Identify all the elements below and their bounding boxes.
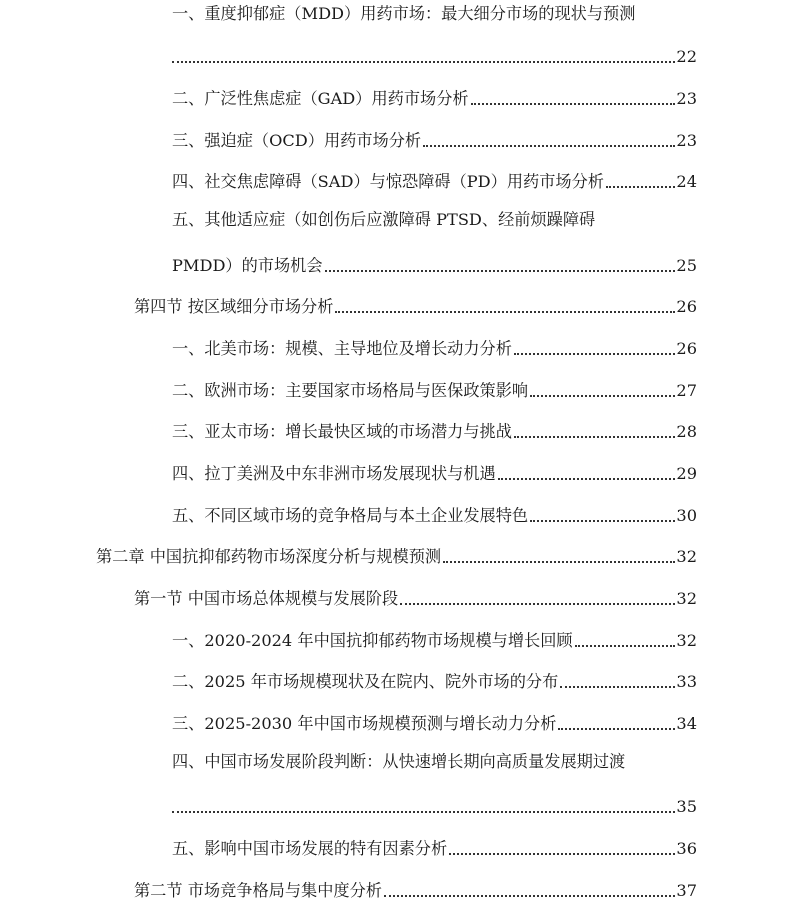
dot-leader [400, 603, 675, 605]
dot-leader [530, 520, 675, 522]
toc-page-number: 29 [676, 464, 697, 483]
toc-entry-title: 三、2025-2030 年中国市场规模预测与增长动力分析 [172, 714, 557, 733]
toc-entry-title[interactable]: 五、其他适应症（如创伤后应激障碍 PTSD、经前烦躁障碍 [172, 210, 596, 229]
dot-leader [172, 811, 675, 813]
toc-page-number: 32 [676, 631, 697, 650]
toc-page-number: 32 [676, 589, 697, 608]
toc-page-number: 37 [676, 881, 697, 900]
toc-section-entry[interactable] [134, 292, 697, 318]
toc-entry-title: 三、强迫症（OCD）用药市场分析 [172, 131, 422, 150]
toc-entry-title: 四、社交焦虑障碍（SAD）与惊恐障碍（PD）用药市场分析 [172, 172, 604, 191]
toc-entry-title: 二、广泛性焦虑症（GAD）用药市场分析 [172, 89, 469, 108]
toc-entry-title: 二、2025 年市场规模现状及在院内、院外市场的分布 [172, 672, 559, 691]
toc-page-number: 26 [676, 339, 697, 358]
toc-entry-title: 第四节 按区域细分市场分析 [134, 297, 334, 316]
toc-entry-title[interactable]: 四、中国市场发展阶段判断：从快速增长期向高质量发展期过渡 [172, 752, 626, 771]
toc-entry-title: 第二章 中国抗抑郁药物市场深度分析与规模预测 [96, 547, 442, 566]
toc-entry-title[interactable]: 一、重度抑郁症（MDD）用药市场：最大细分市场的现状与预测 [172, 4, 636, 23]
dot-leader [498, 478, 676, 480]
toc-entry[interactable] [172, 709, 697, 735]
dot-leader [449, 853, 675, 855]
dot-leader [560, 686, 675, 688]
dot-leader [384, 895, 675, 897]
toc-entry-title: 一、2020-2024 年中国抗抑郁药物市场规模与增长回顾 [172, 631, 573, 650]
toc-entry-title: 第二节 市场竞争格局与集中度分析 [134, 881, 382, 900]
toc-page-number: 36 [676, 839, 697, 858]
toc-entry-title: 五、不同区域市场的竞争格局与本土企业发展特色 [172, 506, 529, 525]
toc-chapter-entry[interactable] [96, 542, 697, 568]
dot-leader [443, 561, 675, 563]
toc-entry-title: 五、影响中国市场发展的特有因素分析 [172, 839, 448, 858]
dot-leader [606, 186, 675, 188]
toc-page-number: 30 [676, 506, 697, 525]
toc-entry[interactable] [172, 501, 697, 527]
toc-entry[interactable] [172, 626, 697, 652]
toc-section-entry[interactable] [134, 876, 697, 902]
toc-page-number: 22 [676, 47, 697, 66]
dot-leader [335, 311, 675, 313]
toc-entry[interactable] [172, 251, 697, 277]
toc-entry[interactable] [172, 376, 697, 402]
toc-entry[interactable] [172, 792, 697, 818]
toc-entry[interactable] [172, 459, 697, 485]
toc-entry-title: 二、欧洲市场：主要国家市场格局与医保政策影响 [172, 381, 529, 400]
dot-leader [514, 436, 675, 438]
dot-leader [471, 103, 676, 105]
toc-entry[interactable] [172, 667, 697, 693]
toc-entry[interactable] [172, 334, 697, 360]
toc-entry-title: 三、亚太市场：增长最快区域的市场潜力与挑战 [172, 422, 512, 441]
toc-section-entry[interactable] [134, 584, 697, 610]
toc-entry[interactable] [172, 126, 697, 152]
toc-page-number: 32 [676, 547, 697, 566]
toc-page-number: 33 [676, 672, 697, 691]
toc-entry-title-continued: PMDD）的市场机会 [172, 256, 323, 275]
toc-page-number: 25 [676, 256, 697, 275]
toc-entry[interactable] [172, 417, 697, 443]
toc-entry-title: 四、拉丁美洲及中东非洲市场发展现状与机遇 [172, 464, 496, 483]
toc-entry[interactable] [172, 84, 697, 110]
dot-leader [423, 145, 675, 147]
dot-leader [325, 270, 676, 272]
toc-entry[interactable] [172, 42, 697, 68]
toc-page-number: 35 [676, 797, 697, 816]
toc-entry[interactable] [172, 167, 697, 193]
dot-leader [514, 353, 675, 355]
dot-leader [530, 395, 675, 397]
toc-page-number: 23 [676, 89, 697, 108]
toc-page-number: 34 [676, 714, 697, 733]
toc-entry-title: 第一节 中国市场总体规模与发展阶段 [134, 589, 399, 608]
toc-page-number: 26 [676, 297, 697, 316]
toc-entry-title: 一、北美市场：规模、主导地位及增长动力分析 [172, 339, 512, 358]
toc-page-number: 28 [676, 422, 697, 441]
toc-entry[interactable] [172, 834, 697, 860]
toc-page-number: 23 [676, 131, 697, 150]
dot-leader [172, 61, 675, 63]
toc-page-number: 24 [676, 172, 697, 191]
toc-page-number: 27 [676, 381, 697, 400]
dot-leader [575, 645, 676, 647]
dot-leader [558, 728, 675, 730]
